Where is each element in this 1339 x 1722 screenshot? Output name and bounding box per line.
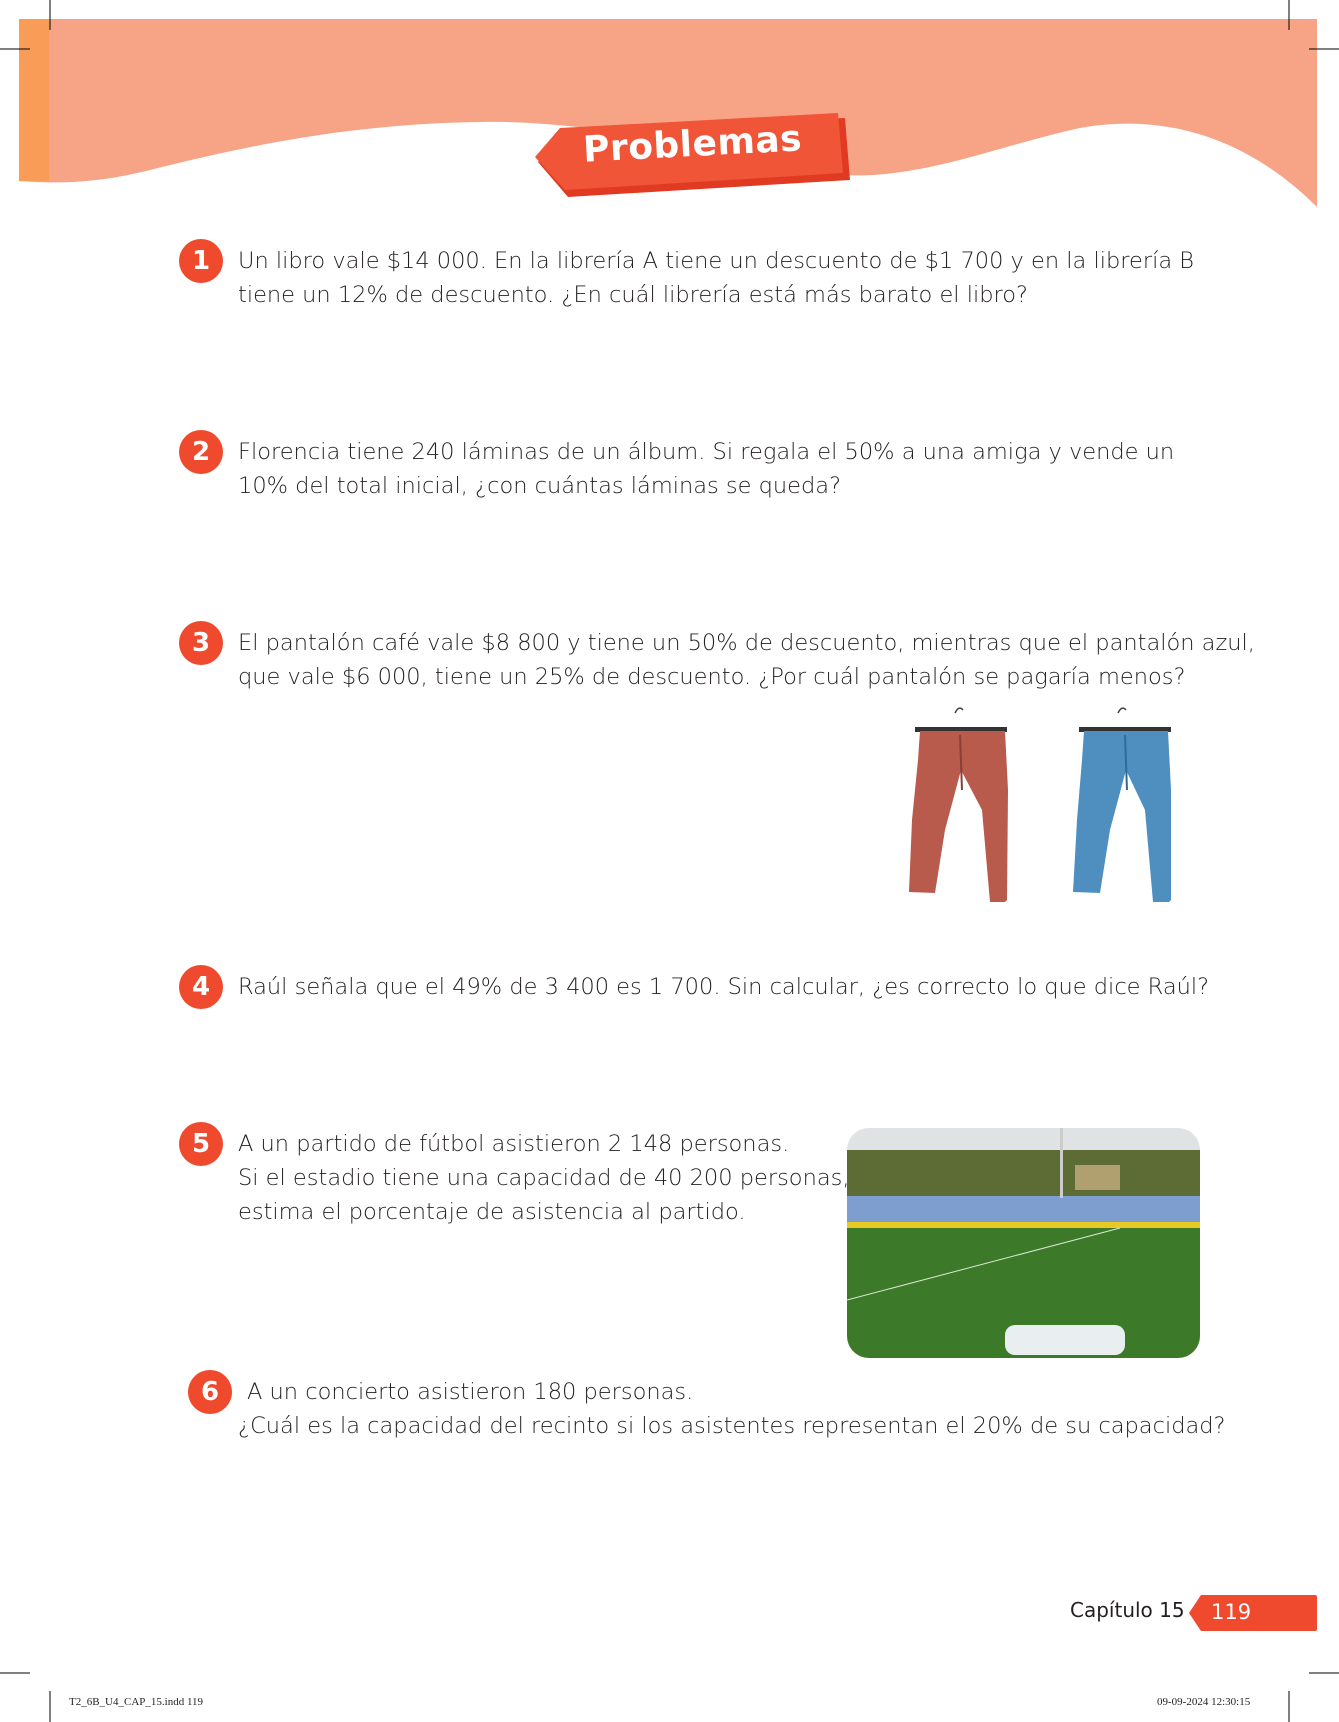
problem-line: Raúl señala que el 49% de 3 400 es 1 700. Sin calcular, ¿es correcto lo que dice Raúl?: [238, 974, 1210, 1000]
problem-line: A un partido de fútbol asistieron 2 148 personas.: [238, 1131, 790, 1157]
slug-timestamp: 09-09-2024 12:30:15: [1157, 1696, 1251, 1708]
problem-4-text: [238, 970, 1209, 1004]
problem-line: estima el porcentaje de asistencia al partido.: [238, 1199, 746, 1225]
chapter-label: Capítulo 15: [1070, 1598, 1185, 1622]
problem-line: tiene un 12% de descuento. ¿En cuál librería está más barato el libro?: [238, 282, 1028, 308]
problem-number-5: 5: [179, 1122, 223, 1166]
section-title: Problemas: [582, 118, 804, 171]
problem-line: Un libro vale $14 000. En la librería A tiene un descuento de $1 700 y en la librería B: [238, 248, 1195, 274]
stadium-photo: [847, 1128, 1200, 1358]
page-tag-shape: [1189, 1595, 1317, 1631]
page-number: 119: [1211, 1600, 1252, 1624]
problem-line: que vale $6 000, tiene un 25% de descuento. ¿Por cuál pantalón se pagaría menos?: [238, 664, 1186, 690]
page-number-tag: [1189, 1595, 1317, 1631]
problem-number-6: 6: [188, 1370, 232, 1414]
problem-number-1: 1: [179, 239, 223, 283]
problem-line: 10% del total inicial, ¿con cuántas láminas se queda?: [238, 473, 842, 499]
brown-jeans-image: [909, 708, 1008, 902]
problem-number-3: 3: [179, 621, 223, 665]
slug-file: T2_6B_U4_CAP_15.indd 119: [69, 1696, 204, 1708]
problem-5-text: [238, 1127, 850, 1229]
header-accent-strip: [19, 19, 49, 181]
problem-line: Si el estadio tiene una capacidad de 40 200 personas,: [238, 1165, 850, 1191]
problem-1-text: [238, 244, 1194, 312]
problem-3-text: [238, 626, 1255, 694]
problem-number-4: 4: [179, 965, 223, 1009]
problem-line: ¿Cuál es la capacidad del recinto si los asistentes representan el 20% de su capacidad?: [238, 1413, 1226, 1439]
problem-line: El pantalón café vale $8 800 y tiene un 50% de descuento, mientras que el pantalón azul,: [238, 630, 1255, 656]
problem-2-text: [238, 435, 1174, 503]
problem-6-text: [238, 1375, 1226, 1443]
problem-line: Florencia tiene 240 láminas de un álbum. Si regala el 50% a una amiga y vende un: [238, 439, 1175, 465]
problem-number-2: 2: [179, 430, 223, 474]
problem-line: A un concierto asistieron 180 personas.: [247, 1379, 694, 1405]
blue-jeans-image: [1073, 708, 1171, 902]
